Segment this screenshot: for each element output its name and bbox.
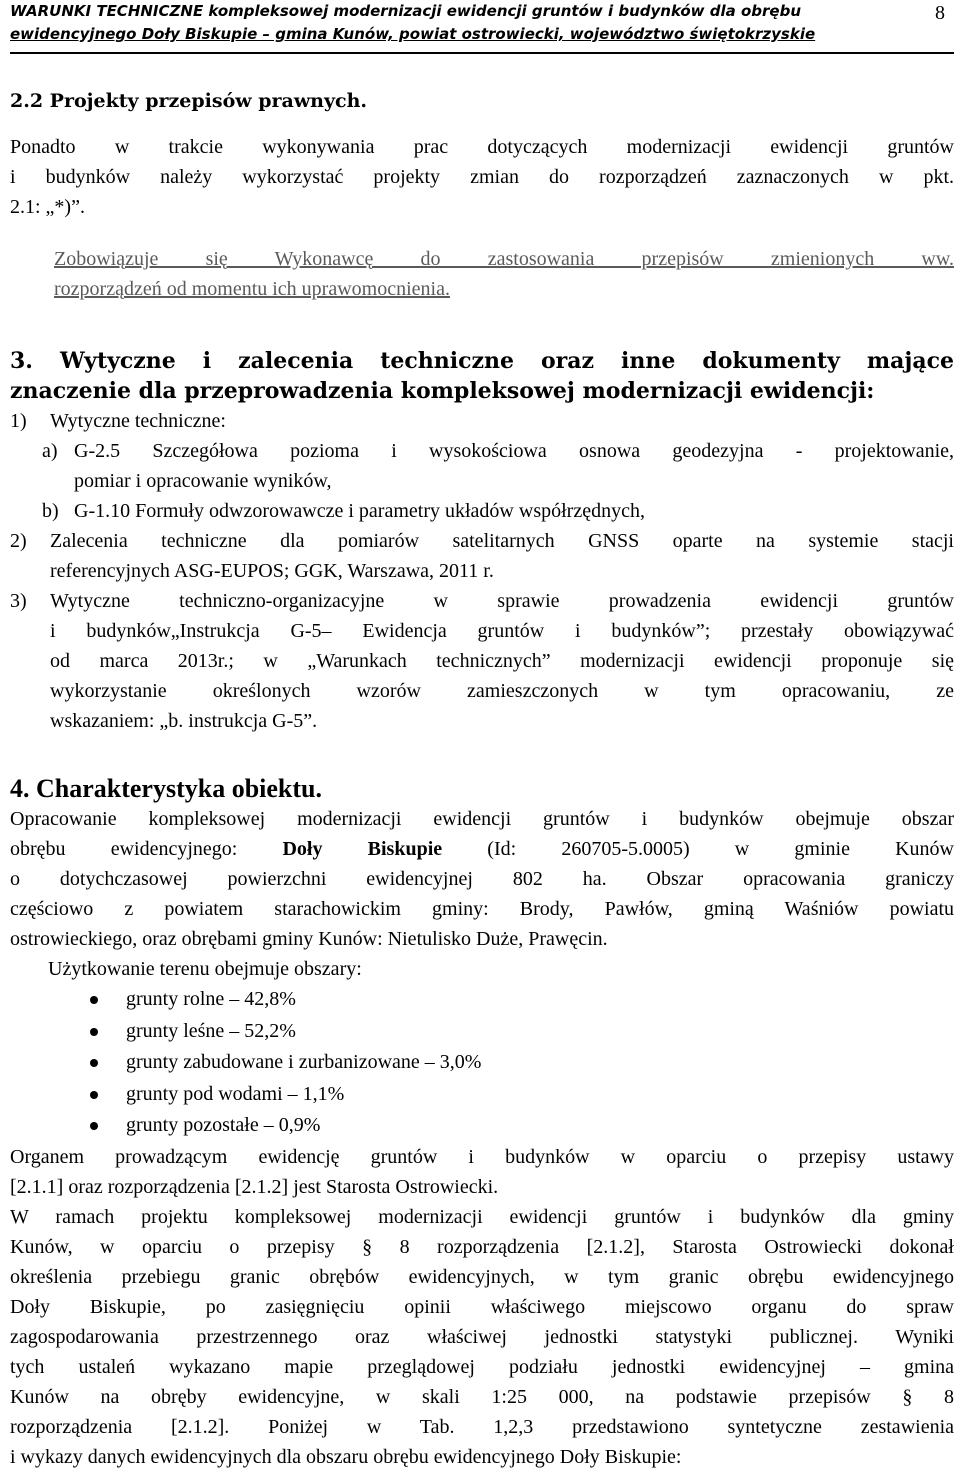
- header-rule: [10, 52, 954, 54]
- section-3-heading: 3. Wytyczne i zalecenia techniczne oraz inne dokumenty mające: [10, 348, 954, 374]
- s22-para-line: Ponadto w trakcie wykonywania prac dotyczących modernizacji ewidencji gruntów: [10, 136, 954, 158]
- bullet-icon: [90, 1028, 98, 1036]
- s22-para-line: i budynków należy wykorzystać projekty zmian do rozporządzeń zaznaczonych w pkt.: [10, 166, 954, 188]
- list-text: Wytyczne techniczno-organizacyjne w sprawie prowadzenia ewidencji gruntów: [50, 590, 954, 612]
- list-item: [10, 1047, 954, 1079]
- list-item-1: [10, 406, 954, 436]
- list-item-3: [10, 586, 954, 736]
- text-run: obrębu ewidencyjnego:: [10, 838, 283, 860]
- bullet-icon: [90, 996, 98, 1004]
- s4-para-line: Organem prowadzącym ewidencję gruntów i budynków w oparciu o przepisy ustawy: [10, 1145, 954, 1168]
- s4-para-line: [10, 834, 954, 864]
- list-text: G-2.5 Szczegółowa pozioma i wysokościowa osnowa geodezyjna - projektowanie,: [74, 440, 954, 462]
- list-item: [10, 1016, 954, 1048]
- s4-para-line: rozporządzenia [2.1.2]. Poniżej w Tab. 1,2,3 przedstawiono syntetyczne zestawienia: [10, 1415, 954, 1438]
- list-text: wykorzystanie określonych wzorów zamieszczonych w tym opracowaniu, ze: [50, 680, 954, 702]
- bullet-icon: [90, 1122, 98, 1130]
- s4-para-line: ostrowieckiego, oraz obrębami gminy Kunów: Nietulisko Duże, Prawęcin.: [10, 928, 608, 950]
- list-text: wskazaniem: „b. instrukcja G-5”.: [50, 710, 318, 732]
- land-use-list: [10, 984, 954, 1142]
- s4-para-line: określenia przebiegu granic obrębów ewidencyjnych, w tym granic obrębu ewidencyjnego: [10, 1265, 954, 1288]
- section-2-2-heading: 2.2 Projekty przepisów prawnych.: [10, 90, 368, 112]
- page-number: 8: [935, 2, 945, 24]
- bullet-icon: [90, 1059, 98, 1067]
- s4-para-line: W ramach projektu kompleksowej modernizacji ewidencji gruntów i budynków dla gminy: [10, 1205, 954, 1228]
- section-3-heading-cont: znaczenie dla przeprowadzenia kompleksowej modernizacji ewidencji:: [10, 378, 875, 404]
- list-label: a): [42, 440, 58, 462]
- s22-para-line: 2.1: „*)”.: [10, 196, 85, 218]
- list-item-1b: [10, 496, 954, 526]
- list-text: Wytyczne techniczne:: [50, 410, 226, 432]
- s4-para-line: Doły Biskupie, po zasięgnięciu opinii właściwego miejscowo organu do spraw: [10, 1295, 954, 1318]
- list-item: [10, 1079, 954, 1111]
- land-use-intro: Użytkowanie terenu obejmuje obszary:: [48, 958, 362, 980]
- s4-para-line: Kunów, w oparciu o przepisy § 8 rozporządzenia [2.1.2], Starosta Ostrowiecki dokonał: [10, 1235, 954, 1258]
- note-line: Zobowiązuje się Wykonawcę do zastosowania przepisów zmienionych ww.: [54, 248, 954, 270]
- s4-para-line: tych ustaleń wykazano mapie przeglądowej podziału jednostki ewidencyjnej – gmina: [10, 1355, 954, 1378]
- list-text: grunty pozostałe – 0,9%: [126, 1114, 321, 1136]
- list-text: Zalecenia techniczne dla pomiarów satelitarnych GNSS oparte na systemie stacji: [50, 530, 954, 552]
- s4-para-line: Kunów na obręby ewidencyjne, w skali 1:25 000, na podstawie przepisów § 8: [10, 1385, 954, 1408]
- list-text: grunty zabudowane i zurbanizowane – 3,0%: [126, 1051, 482, 1073]
- running-header: [10, 0, 890, 46]
- list-label: b): [42, 500, 59, 522]
- place-name: Doły Biskupie: [282, 838, 443, 860]
- list-text: od marca 2013r.; w „Warunkach technicznych” modernizacji ewidencji proponuje się: [50, 650, 954, 672]
- list-label: 2): [10, 530, 27, 552]
- list-item: [10, 984, 954, 1016]
- list-item: [10, 1110, 954, 1142]
- s4-para-line: Opracowanie kompleksowej modernizacji ewidencji gruntów i budynków obejmuje obszar: [10, 808, 954, 830]
- list-label: 3): [10, 590, 27, 612]
- s4-para-line: częściowo z powiatem starachowickim gminy: Brody, Pawłów, gminą Waśniów powiatu: [10, 898, 954, 920]
- s4-para-line: i wykazy danych ewidencyjnych dla obszaru obrębu ewidencyjnego Doły Biskupie:: [10, 1445, 682, 1468]
- list-text: pomiar i opracowanie wyników,: [74, 470, 332, 492]
- s4-para-line: zagospodarowania przestrzennego oraz właściwej jednostki statystyki publicznej. Wyniki: [10, 1325, 954, 1348]
- note-line: rozporządzeń od momentu ich uprawomocnienia.: [54, 278, 450, 300]
- list-text: referencyjnych ASG-EUPOS; GGK, Warszawa, 2011 r.: [50, 560, 494, 582]
- header-line-2: ewidencyjnego Doły Biskupie – gmina Kunów, powiat ostrowiecki, województwo świętokrzyskie: [10, 25, 816, 43]
- text-run: (Id: 260705-5.0005) w gminie Kunów: [442, 838, 954, 860]
- list-text: grunty pod wodami – 1,1%: [126, 1082, 345, 1105]
- list-label: 1): [10, 410, 27, 432]
- list-text: i budynków„Instrukcja G-5– Ewidencja gruntów i budynków”; przestały obowiązywać: [50, 620, 954, 642]
- list-text: G-1.10 Formuły odwzorowawcze i parametry układów współrzędnych,: [74, 500, 645, 522]
- s4-para-line: o dotychczasowej powierzchni ewidencyjnej 802 ha. Obszar opracowania graniczy: [10, 868, 954, 890]
- section-4-heading: 4. Charakterystyka obiektu.: [10, 774, 323, 803]
- list-text: grunty rolne – 42,8%: [126, 988, 296, 1010]
- document-body: [10, 86, 954, 1472]
- list-text: grunty leśne – 52,2%: [126, 1019, 296, 1042]
- header-line-1: WARUNKI TECHNICZNE kompleksowej modernizacji ewidencji gruntów i budynków dla obrębu: [10, 2, 802, 20]
- list-item-1a: [10, 436, 954, 496]
- list-item-2: [10, 526, 954, 586]
- s4-para-line: [2.1.1] oraz rozporządzenia [2.1.2] jest Starosta Ostrowiecki.: [10, 1175, 499, 1198]
- bullet-icon: [90, 1091, 98, 1099]
